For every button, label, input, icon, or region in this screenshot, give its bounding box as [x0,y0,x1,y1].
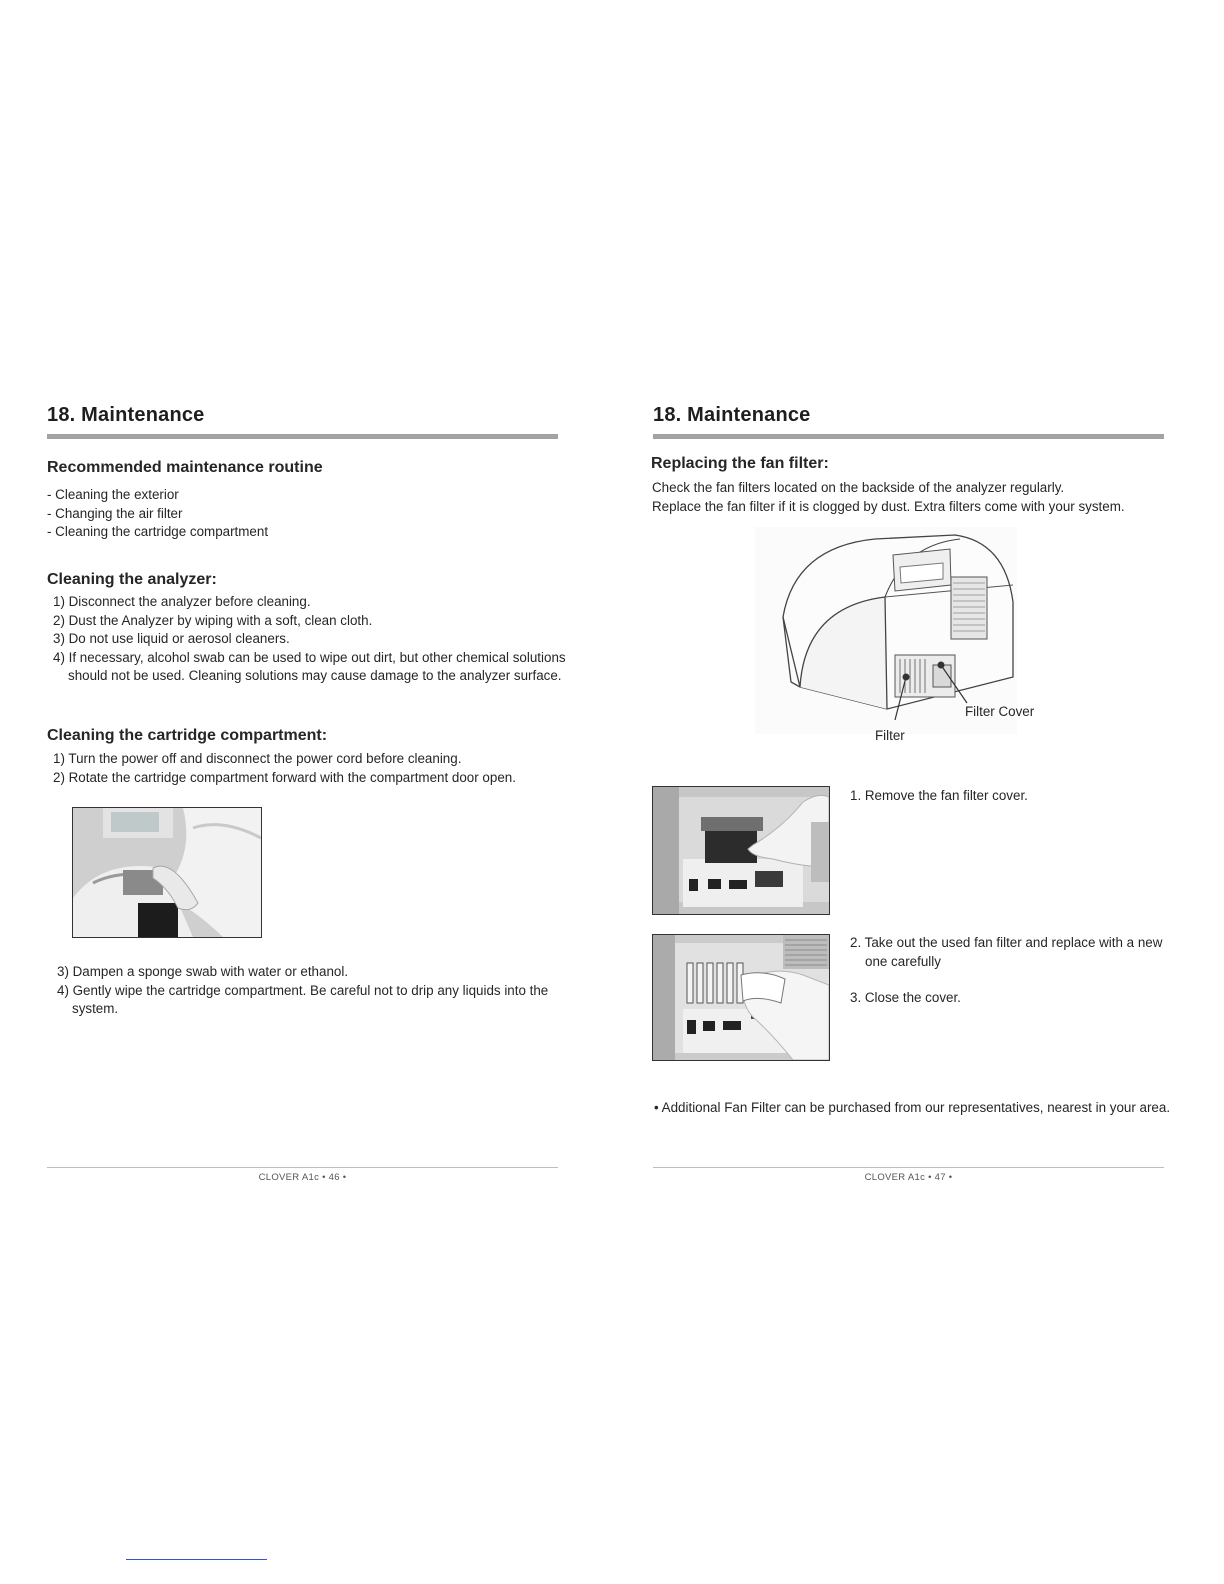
step-2-line: 2. Take out the used fan filter and replace with a new [850,935,1163,950]
list-item: 2) Rotate the cartridge compartment forward with the compartment door open. [53,769,516,785]
fan-filter-heading: Replacing the fan filter: [651,455,829,472]
cartridge-heading: Cleaning the cartridge compartment: [47,727,328,744]
additional-filter-note: • Additional Fan Filter can be purchased from our representatives, nearest in your area. [654,1100,1171,1115]
remove-cover-photo [652,786,830,915]
right-page-footer: CLOVER A1c • 47 • [864,1172,953,1183]
replace-filter-photo [652,934,830,1061]
list-item: 3) Do not use liquid or aerosol cleaners. [53,631,290,647]
left-title-rule [47,434,558,439]
intro-line: Replace the fan filter if it is clogged by dust. Extra filters come with your system. [652,498,1125,514]
cartridge-compartment-photo [72,807,262,938]
analyzer-heading: Cleaning the analyzer: [47,571,217,588]
cartridge-photo-art [73,808,261,937]
filter-label: Filter [875,728,905,743]
fan-filter-intro [652,479,1125,516]
analyzer-steps [53,593,566,686]
right-page-title: 18. Maintenance [653,404,811,426]
list-item: system. [72,1001,119,1017]
left-page-title: 18. Maintenance [47,404,205,426]
cartridge-steps-b [57,963,548,1019]
cartridge-steps-a [53,750,516,787]
step-3: 3. Close the cover. [850,990,961,1005]
list-item: should not be used. Cleaning solutions may cause damage to the analyzer surface. [68,668,562,684]
list-item: 1) Turn the power off and disconnect the power cord before cleaning. [53,751,462,766]
list-item: - Cleaning the cartridge compartment [47,524,269,540]
right-footer-rule [653,1167,1164,1168]
list-item: 4) If necessary, alcohol swab can be used to wipe out dirt, but other chemical solutions [53,649,566,665]
list-item: 3) Dampen a sponge swab with water or ethanol. [57,964,349,979]
step-2-line: one carefully [865,953,941,969]
list-item: 1) Disconnect the analyzer before cleaning. [53,594,311,609]
bottom-blue-line [126,1559,267,1560]
routine-list [47,486,268,542]
intro-line: Check the fan filters located on the backside of the analyzer regularly. [652,480,1065,495]
list-item: 2) Dust the Analyzer by wiping with a soft, clean cloth. [53,612,373,628]
step-1: 1. Remove the fan filter cover. [850,788,1028,803]
list-item: 4) Gently wipe the cartridge compartment. Be careful not to drip any liquids into the [57,982,549,998]
list-item: - Cleaning the exterior [47,487,179,502]
right-title-rule [653,434,1164,439]
routine-heading: Recommended maintenance routine [47,459,323,476]
step-2 [850,934,1162,971]
left-footer-rule [47,1167,558,1168]
list-item: - Changing the air filter [47,505,183,521]
left-page-footer: CLOVER A1c • 46 • [258,1172,347,1183]
replace-filter-photo-art [653,935,829,1060]
filter-cover-label: Filter Cover [965,704,1035,719]
remove-cover-photo-art [653,787,829,914]
